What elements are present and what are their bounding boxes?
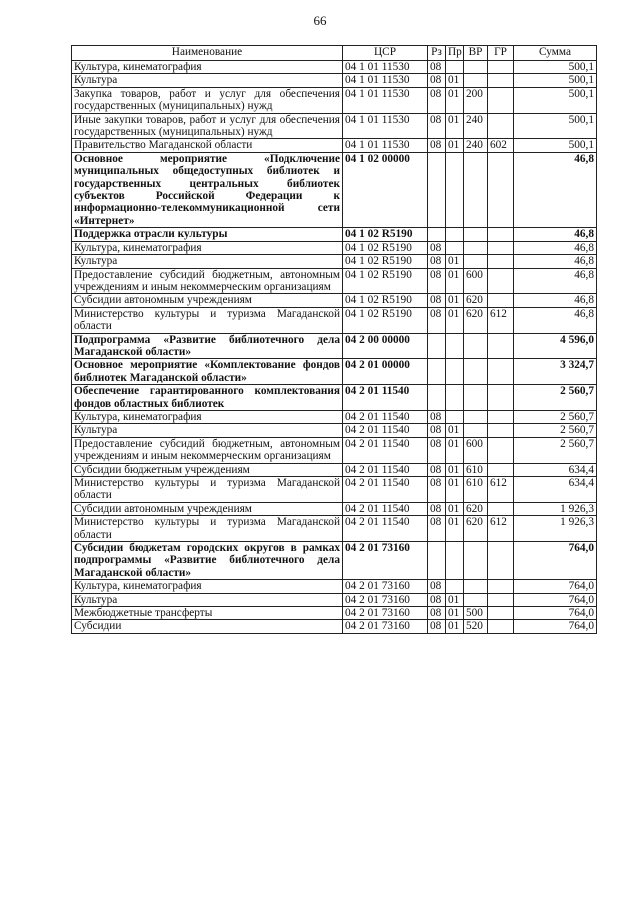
cell-rz: 08 — [428, 424, 446, 437]
cell-pr: 01 — [446, 620, 464, 633]
cell-name: Предоставление субсидий бюджетным, автономным учреждениям и иным некоммерческим организациям — [72, 268, 343, 294]
cell-pr: 01 — [446, 463, 464, 476]
cell-pr: 01 — [446, 607, 464, 620]
cell-sum: 3 324,7 — [514, 359, 597, 385]
cell-csr: 04 2 01 11540 — [343, 410, 428, 423]
cell-sum: 46,8 — [514, 307, 597, 333]
table-body — [72, 61, 597, 634]
table-row — [72, 241, 597, 254]
column-header-csr: ЦСР — [343, 46, 428, 61]
cell-pr: 01 — [446, 502, 464, 515]
cell-csr: 04 1 01 11530 — [343, 113, 428, 139]
table-row — [72, 463, 597, 476]
table-row — [72, 268, 597, 294]
cell-csr: 04 2 01 73160 — [343, 620, 428, 633]
cell-name: Министерство культуры и туризма Магаданской области — [72, 307, 343, 333]
cell-csr: 04 2 01 73160 — [343, 607, 428, 620]
table-row — [72, 437, 597, 463]
cell-name: Министерство культуры и туризма Магаданской области — [72, 516, 343, 542]
table-row — [72, 87, 597, 113]
cell-csr: 04 1 01 11530 — [343, 139, 428, 152]
cell-sum: 46,8 — [514, 228, 597, 241]
cell-csr: 04 2 01 11540 — [343, 502, 428, 515]
cell-sum: 764,0 — [514, 593, 597, 606]
cell-csr: 04 1 02 00000 — [343, 152, 428, 227]
cell-name: Культура, кинематография — [72, 241, 343, 254]
cell-pr: 01 — [446, 437, 464, 463]
cell-rz: 08 — [428, 463, 446, 476]
cell-gr — [488, 424, 514, 437]
cell-vr — [464, 424, 488, 437]
cell-csr: 04 1 02 R5190 — [343, 228, 428, 241]
cell-vr: 200 — [464, 87, 488, 113]
cell-pr: 01 — [446, 74, 464, 87]
cell-rz: 08 — [428, 139, 446, 152]
cell-gr — [488, 542, 514, 580]
cell-sum: 764,0 — [514, 620, 597, 633]
cell-pr — [446, 580, 464, 593]
table-row — [72, 593, 597, 606]
table-header-row — [72, 46, 597, 61]
cell-name: Культура — [72, 424, 343, 437]
cell-csr: 04 2 01 11540 — [343, 424, 428, 437]
cell-pr — [446, 152, 464, 227]
cell-gr — [488, 74, 514, 87]
cell-vr — [464, 228, 488, 241]
cell-gr — [488, 255, 514, 268]
cell-name: Предоставление субсидий бюджетным, автономным учреждениям и иным некоммерческим организациям — [72, 437, 343, 463]
table-row — [72, 477, 597, 503]
cell-gr — [488, 580, 514, 593]
table-row — [72, 333, 597, 359]
cell-sum: 500,1 — [514, 61, 597, 74]
table-row — [72, 294, 597, 307]
cell-rz: 08 — [428, 307, 446, 333]
table-row — [72, 113, 597, 139]
cell-csr: 04 1 02 R5190 — [343, 241, 428, 254]
cell-name: Культура, кинематография — [72, 410, 343, 423]
cell-gr — [488, 410, 514, 423]
budget-table — [71, 45, 597, 634]
cell-rz: 08 — [428, 255, 446, 268]
cell-vr — [464, 152, 488, 227]
cell-csr: 04 2 01 11540 — [343, 477, 428, 503]
cell-sum: 46,8 — [514, 268, 597, 294]
cell-name: Поддержка отрасли культуры — [72, 228, 343, 241]
cell-csr: 04 1 02 R5190 — [343, 255, 428, 268]
cell-name: Основное мероприятие «Подключение муниципальных общедоступных библиотек и государственных центральных библиотек субъектов Российской Федерации к информационно-телекоммуникационной сети «Интернет» — [72, 152, 343, 227]
cell-gr — [488, 333, 514, 359]
cell-sum: 46,8 — [514, 241, 597, 254]
table-row — [72, 607, 597, 620]
cell-rz: 08 — [428, 61, 446, 74]
cell-rz — [428, 359, 446, 385]
cell-sum: 500,1 — [514, 74, 597, 87]
cell-rz — [428, 228, 446, 241]
column-header-name: Наименование — [72, 46, 343, 61]
table-row — [72, 542, 597, 580]
cell-pr — [446, 359, 464, 385]
cell-pr: 01 — [446, 87, 464, 113]
cell-sum: 2 560,7 — [514, 424, 597, 437]
cell-name: Иные закупки товаров, работ и услуг для обеспечения государственных (муниципальных) нужд — [72, 113, 343, 139]
cell-vr: 600 — [464, 437, 488, 463]
cell-rz: 08 — [428, 268, 446, 294]
cell-gr — [488, 61, 514, 74]
cell-csr: 04 2 01 11540 — [343, 437, 428, 463]
cell-gr — [488, 620, 514, 633]
cell-name: Подпрограмма «Развитие библиотечного дела Магаданской области» — [72, 333, 343, 359]
cell-sum: 1 926,3 — [514, 516, 597, 542]
cell-name: Закупка товаров, работ и услуг для обеспечения государственных (муниципальных) нужд — [72, 87, 343, 113]
cell-csr: 04 1 01 11530 — [343, 61, 428, 74]
cell-vr — [464, 580, 488, 593]
cell-gr — [488, 113, 514, 139]
cell-pr — [446, 542, 464, 580]
cell-csr: 04 2 01 73160 — [343, 580, 428, 593]
cell-gr — [488, 294, 514, 307]
cell-rz: 08 — [428, 87, 446, 113]
cell-gr — [488, 359, 514, 385]
cell-rz — [428, 542, 446, 580]
cell-csr: 04 1 01 11530 — [343, 87, 428, 113]
cell-vr: 240 — [464, 113, 488, 139]
cell-name: Правительство Магаданской области — [72, 139, 343, 152]
cell-csr: 04 2 01 11540 — [343, 463, 428, 476]
cell-sum: 764,0 — [514, 607, 597, 620]
cell-name: Министерство культуры и туризма Магаданской области — [72, 477, 343, 503]
column-header-gr: ГР — [488, 46, 514, 61]
cell-gr: 602 — [488, 139, 514, 152]
cell-vr — [464, 333, 488, 359]
cell-name: Культура — [72, 593, 343, 606]
cell-vr — [464, 410, 488, 423]
table-row — [72, 359, 597, 385]
cell-sum: 46,8 — [514, 152, 597, 227]
cell-pr — [446, 228, 464, 241]
cell-csr: 04 2 00 00000 — [343, 333, 428, 359]
cell-sum: 2 560,7 — [514, 385, 597, 411]
cell-gr — [488, 87, 514, 113]
table-row — [72, 410, 597, 423]
cell-name: Субсидии бюджетам городских округов в рамках подпрограммы «Развитие библиотечного дела Магаданской области» — [72, 542, 343, 580]
cell-rz: 08 — [428, 477, 446, 503]
cell-pr: 01 — [446, 593, 464, 606]
cell-vr — [464, 74, 488, 87]
table-row — [72, 307, 597, 333]
cell-rz: 08 — [428, 437, 446, 463]
cell-sum: 46,8 — [514, 294, 597, 307]
cell-sum: 634,4 — [514, 463, 597, 476]
cell-vr: 610 — [464, 463, 488, 476]
cell-pr: 01 — [446, 294, 464, 307]
table-row — [72, 74, 597, 87]
cell-sum: 764,0 — [514, 542, 597, 580]
cell-name: Обеспечение гарантированного комплектования фондов областных библиотек — [72, 385, 343, 411]
cell-name: Субсидии бюджетным учреждениям — [72, 463, 343, 476]
cell-vr — [464, 255, 488, 268]
cell-vr — [464, 241, 488, 254]
table-row — [72, 620, 597, 633]
cell-rz: 08 — [428, 580, 446, 593]
cell-gr — [488, 593, 514, 606]
cell-rz: 08 — [428, 241, 446, 254]
cell-csr: 04 1 01 11530 — [343, 74, 428, 87]
column-header-pr: Пр — [446, 46, 464, 61]
cell-rz: 08 — [428, 607, 446, 620]
cell-gr — [488, 241, 514, 254]
cell-pr — [446, 410, 464, 423]
cell-pr: 01 — [446, 424, 464, 437]
cell-gr — [488, 268, 514, 294]
cell-pr — [446, 61, 464, 74]
cell-sum: 764,0 — [514, 580, 597, 593]
cell-csr: 04 1 02 R5190 — [343, 307, 428, 333]
cell-vr — [464, 593, 488, 606]
cell-csr: 04 2 01 11540 — [343, 516, 428, 542]
cell-sum: 500,1 — [514, 113, 597, 139]
cell-gr — [488, 502, 514, 515]
cell-csr: 04 2 01 73160 — [343, 542, 428, 580]
cell-sum: 46,8 — [514, 255, 597, 268]
cell-vr: 620 — [464, 516, 488, 542]
cell-pr: 01 — [446, 516, 464, 542]
cell-vr — [464, 385, 488, 411]
cell-name: Субсидии — [72, 620, 343, 633]
cell-rz — [428, 385, 446, 411]
cell-pr: 01 — [446, 139, 464, 152]
cell-rz: 08 — [428, 516, 446, 542]
column-header-sum: Сумма — [514, 46, 597, 61]
cell-gr — [488, 463, 514, 476]
cell-pr — [446, 241, 464, 254]
cell-name: Культура — [72, 74, 343, 87]
cell-vr: 520 — [464, 620, 488, 633]
page-number: 66 — [313, 13, 327, 28]
cell-rz: 08 — [428, 502, 446, 515]
cell-sum: 500,1 — [514, 139, 597, 152]
table-row — [72, 516, 597, 542]
cell-csr: 04 2 01 11540 — [343, 385, 428, 411]
cell-gr: 612 — [488, 477, 514, 503]
cell-vr: 600 — [464, 268, 488, 294]
cell-vr — [464, 61, 488, 74]
cell-gr — [488, 385, 514, 411]
cell-vr — [464, 542, 488, 580]
cell-rz: 08 — [428, 74, 446, 87]
cell-pr: 01 — [446, 113, 464, 139]
cell-rz — [428, 333, 446, 359]
cell-name: Культура, кинематография — [72, 61, 343, 74]
cell-gr: 612 — [488, 516, 514, 542]
cell-rz: 08 — [428, 113, 446, 139]
cell-pr: 01 — [446, 255, 464, 268]
cell-csr: 04 1 02 R5190 — [343, 268, 428, 294]
table-row — [72, 424, 597, 437]
cell-pr: 01 — [446, 268, 464, 294]
cell-rz: 08 — [428, 593, 446, 606]
cell-rz: 08 — [428, 410, 446, 423]
table-row — [72, 61, 597, 74]
cell-sum: 1 926,3 — [514, 502, 597, 515]
cell-vr: 240 — [464, 139, 488, 152]
cell-name: Межбюджетные трансферты — [72, 607, 343, 620]
cell-vr: 620 — [464, 294, 488, 307]
cell-csr: 04 1 02 R5190 — [343, 294, 428, 307]
column-header-vr: ВР — [464, 46, 488, 61]
cell-sum: 2 560,7 — [514, 437, 597, 463]
cell-sum: 500,1 — [514, 87, 597, 113]
cell-rz: 08 — [428, 620, 446, 633]
table-row — [72, 255, 597, 268]
cell-gr — [488, 152, 514, 227]
table-row — [72, 580, 597, 593]
cell-pr: 01 — [446, 307, 464, 333]
cell-vr: 500 — [464, 607, 488, 620]
cell-sum: 634,4 — [514, 477, 597, 503]
cell-gr — [488, 228, 514, 241]
table-row — [72, 152, 597, 227]
cell-pr: 01 — [446, 477, 464, 503]
cell-rz: 08 — [428, 294, 446, 307]
cell-name: Субсидии автономным учреждениям — [72, 502, 343, 515]
cell-vr — [464, 359, 488, 385]
cell-name: Культура, кинематография — [72, 580, 343, 593]
cell-csr: 04 2 01 00000 — [343, 359, 428, 385]
cell-sum: 4 596,0 — [514, 333, 597, 359]
cell-pr — [446, 333, 464, 359]
cell-pr — [446, 385, 464, 411]
cell-name: Субсидии автономным учреждениям — [72, 294, 343, 307]
table-row — [72, 139, 597, 152]
cell-gr — [488, 607, 514, 620]
cell-gr: 612 — [488, 307, 514, 333]
cell-name: Культура — [72, 255, 343, 268]
column-header-rz: Рз — [428, 46, 446, 61]
cell-vr: 610 — [464, 477, 488, 503]
table-row — [72, 502, 597, 515]
cell-gr — [488, 437, 514, 463]
table-row — [72, 385, 597, 411]
cell-vr: 620 — [464, 502, 488, 515]
cell-sum: 2 560,7 — [514, 410, 597, 423]
cell-rz — [428, 152, 446, 227]
cell-vr: 620 — [464, 307, 488, 333]
table-row — [72, 228, 597, 241]
cell-csr: 04 2 01 73160 — [343, 593, 428, 606]
cell-name: Основное мероприятие «Комплектование фондов библиотек Магаданской области» — [72, 359, 343, 385]
